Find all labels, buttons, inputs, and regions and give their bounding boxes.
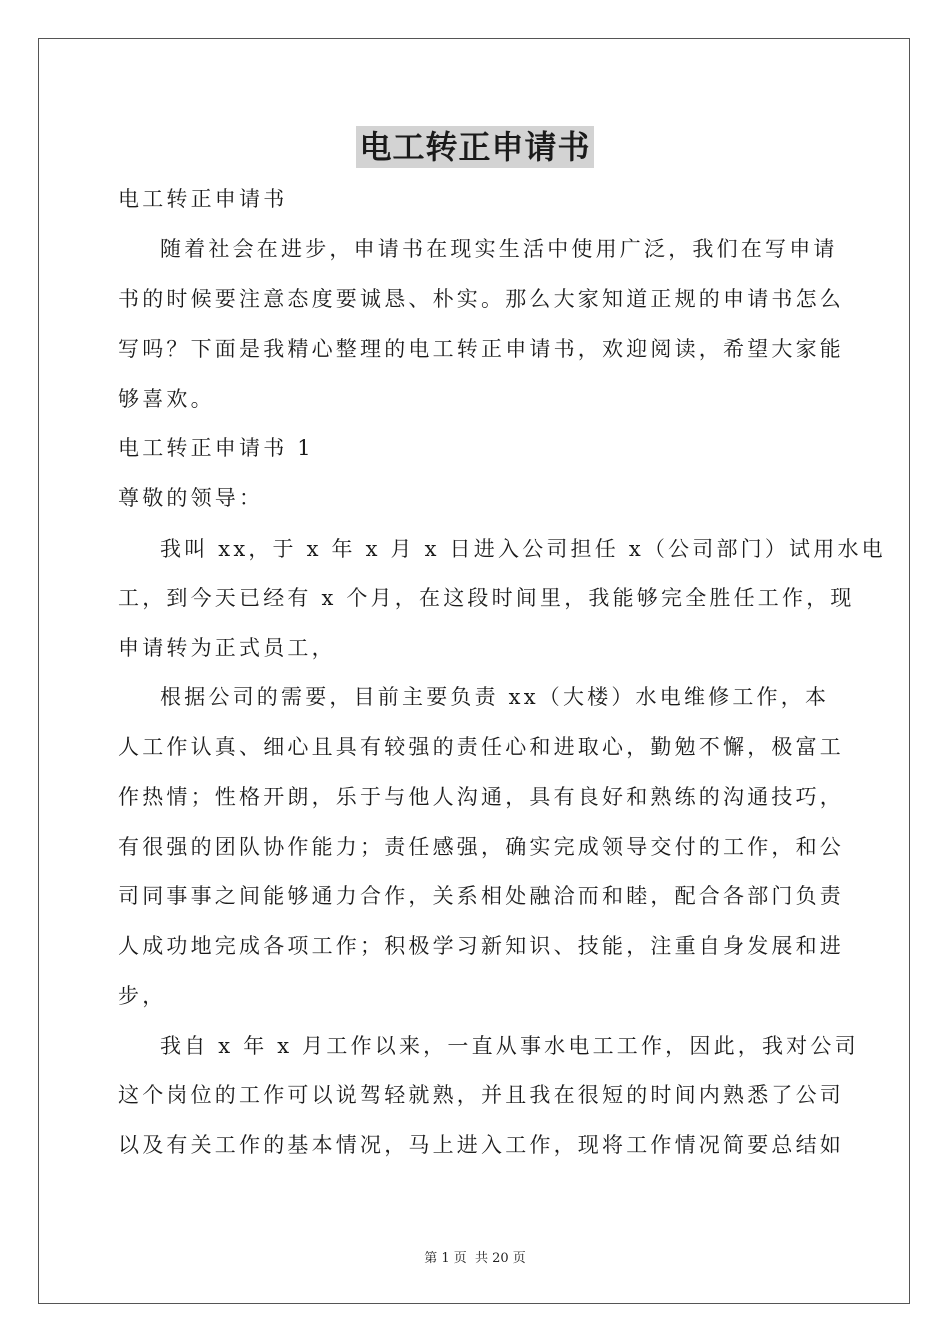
text-line: 尊敬的领导： [118,486,264,510]
text-line: 够喜欢。 [118,387,215,411]
text-line: 作热情；性格开朗，乐于与他人沟通，具有良好和熟练的沟通技巧， [118,785,844,809]
text-line: 电工转正申请书 1 [118,436,314,460]
page-number: 第 1 页 [424,1251,467,1266]
text-line: 司同事事之间能够通力合作，关系相处融洽而和睦，配合各部门负责 [118,884,844,908]
page-total: 共 20 页 [474,1251,526,1266]
page-footer [0,1247,950,1266]
text-line: 随着社会在进步，申请书在现实生活中使用广泛，我们在写申请 [160,237,838,261]
text-line: 我自 x 年 x 月工作以来，一直从事水电工工作，因此，我对公司 [160,1034,859,1058]
text-line: 人成功地完成各项工作；积极学习新知识、技能，注重自身发展和进 [118,934,844,958]
text-line: 我叫 xx，于 x 年 x 月 x 日进入公司担任 x（公司部门）试用水电 [160,537,886,561]
text-line: 写吗？下面是我精心整理的电工转正申请书，欢迎阅读，希望大家能 [118,337,844,361]
text-line: 有很强的团队协作能力；责任感强，确实完成领导交付的工作，和公 [118,835,844,859]
text-line: 书的时候要注意态度要诚恳、朴实。那么大家知道正规的申请书怎么 [118,287,844,311]
text-line: 人工作认真、细心且具有较强的责任心和进取心，勤勉不懈，极富工 [118,735,844,759]
page-border [38,38,910,1304]
text-line: 工，到今天已经有 x 个月，在这段时间里，我能够完全胜任工作，现 [118,586,855,610]
text-line: 这个岗位的工作可以说驾轻就熟，并且我在很短的时间内熟悉了公司 [118,1083,844,1107]
text-line: 以及有关工作的基本情况，马上进入工作，现将工作情况简要总结如 [118,1133,844,1157]
text-line: 申请转为正式员工， [118,636,336,660]
text-line: 电工转正申请书 [118,187,288,211]
document-title: 电工转正申请书 [356,126,593,168]
title-container [0,126,950,168]
text-line: 步， [118,984,167,1008]
text-line: 根据公司的需要，目前主要负责 xx（大楼）水电维修工作，本 [160,685,830,709]
